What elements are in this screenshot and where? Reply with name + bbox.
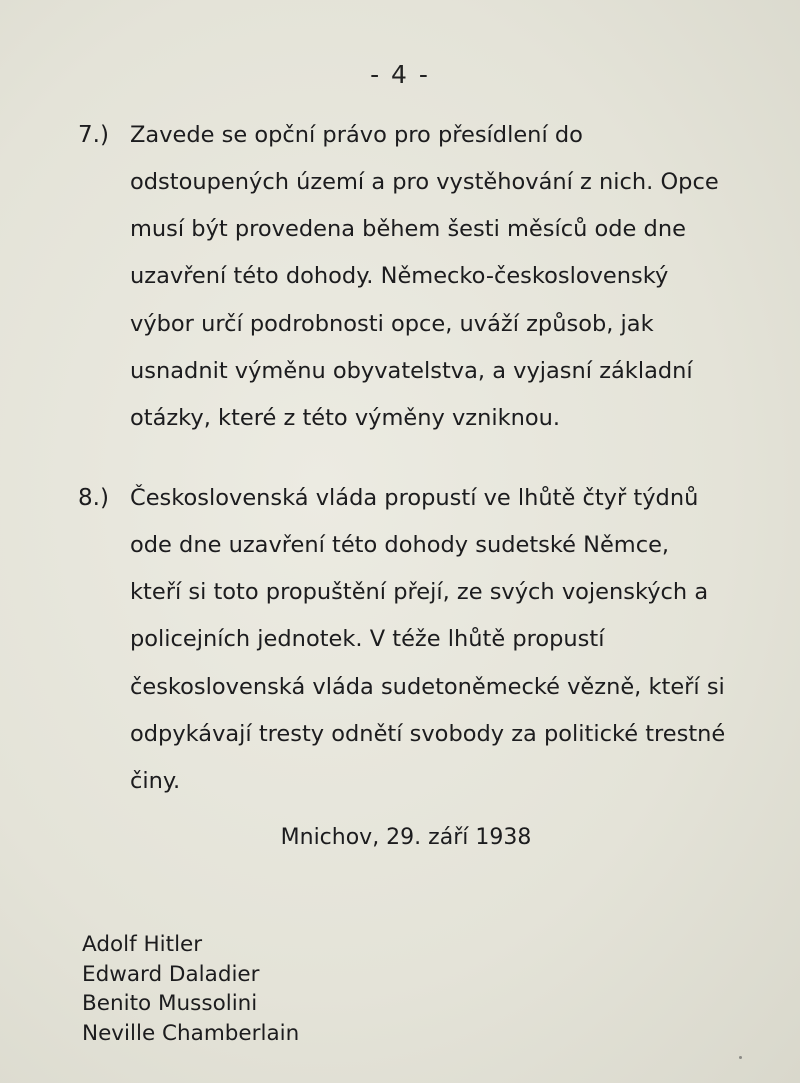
- clause-line: odstoupených území a pro vystěhování z nich. Opce: [130, 169, 719, 195]
- clause-number: 8.): [78, 485, 109, 511]
- clause-line: československá vláda sudetoněmecké vězně, kteří si: [130, 674, 725, 700]
- clause-line: Československá vláda propustí ve lhůtě čtyř týdnů: [130, 485, 699, 511]
- clause-line: výbor určí podrobnosti opce, uváží způsob, jak: [130, 311, 654, 337]
- signatory-chamberlain: Neville Chamberlain: [82, 1020, 300, 1046]
- clause-line: otázky, které z této výměny vzniknou.: [130, 405, 561, 431]
- clause-line: kteří si toto propuštění přejí, ze svých vojenských a: [130, 579, 709, 605]
- page-number: - 4 -: [370, 60, 430, 89]
- clause-line: odpykávají tresty odnětí svobody za politické trestné: [130, 721, 726, 747]
- signatory-daladier: Edward Daladier: [82, 961, 260, 987]
- clause-line: Zavede se opční právo pro přesídlení do: [130, 122, 583, 148]
- clause-line: činy.: [130, 768, 181, 794]
- signatories: [82, 930, 299, 1048]
- signatory-mussolini: Benito Mussolini: [82, 991, 258, 1016]
- clause-line: usnadnit výměnu obyvatelstva, a vyjasní základní: [130, 358, 693, 384]
- clause-line: policejních jednotek. V téže lhůtě propustí: [130, 626, 605, 652]
- clause-number: 7.): [78, 122, 109, 148]
- signatory-hitler: Adolf Hitler: [82, 932, 203, 957]
- clause-line: musí být provedena během šesti měsíců ode dne: [130, 216, 686, 242]
- clause-line: uzavření této dohody. Německo-československý: [130, 263, 669, 289]
- place-date: Mnichov, 29. září 1938: [280, 825, 532, 850]
- paper-speck: [739, 1056, 742, 1059]
- clause-line: ode dne uzavření této dohody sudetské Němce,: [130, 532, 670, 558]
